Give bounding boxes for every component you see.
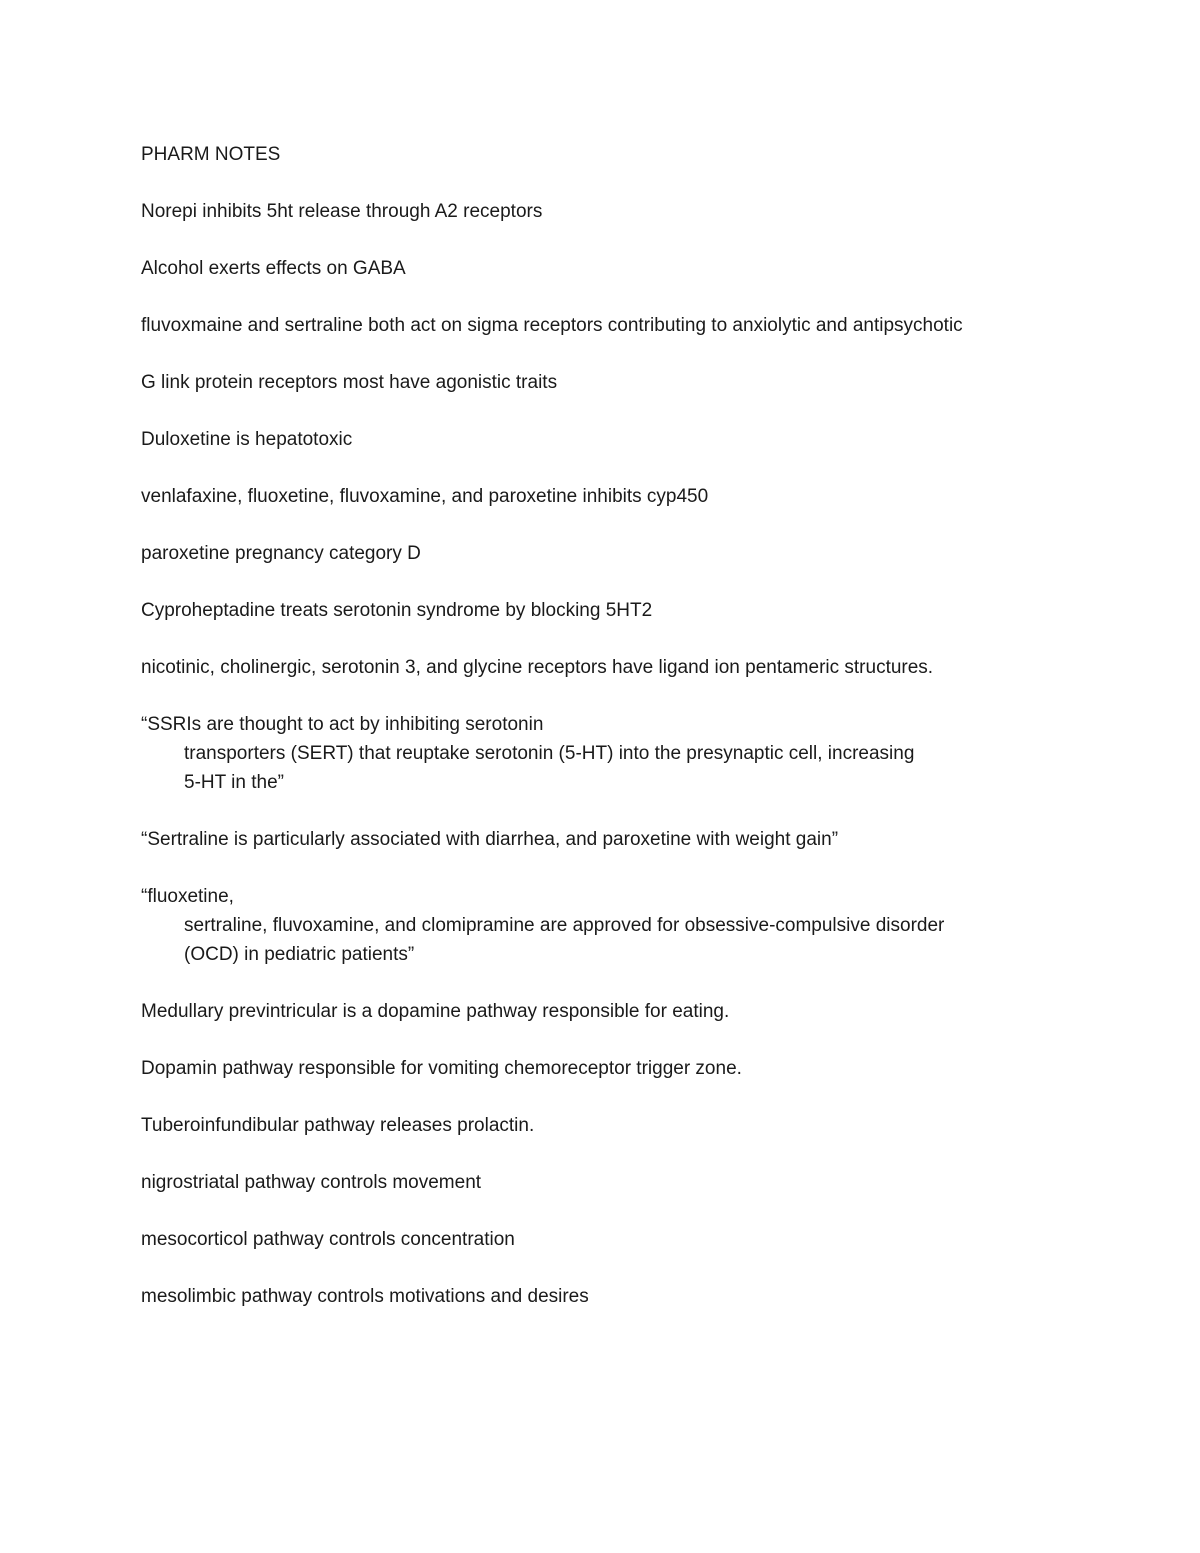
document-body (141, 140, 1101, 1339)
note-paragraph: Alcohol exerts effects on GABA (141, 258, 406, 279)
pathway-note: Medullary previntricular is a dopamine pathway responsible for eating. (141, 1001, 730, 1022)
quote-line-indented: transporters (SERT) that reuptake serotonin (5-HT) into the presynaptic cell, increasing (184, 743, 915, 764)
quote-line: “fluoxetine, (141, 886, 234, 907)
quote-ssri (141, 710, 1101, 797)
pathway-note: nigrostriatal pathway controls movement (141, 1172, 482, 1193)
pathway-note: mesolimbic pathway controls motivations and desires (141, 1286, 589, 1307)
pathway-note: mesocorticol pathway controls concentration (141, 1229, 515, 1250)
note-paragraph: Norepi inhibits 5ht release through A2 receptors (141, 201, 543, 222)
quote-sertraline: “Sertraline is particularly associated with diarrhea, and paroxetine with weight gain” (141, 829, 839, 850)
note-paragraph: venlafaxine, fluoxetine, fluvoxamine, and paroxetine inhibits cyp450 (141, 486, 709, 507)
note-paragraph: Duloxetine is hepatotoxic (141, 429, 353, 450)
pathway-note: Dopamin pathway responsible for vomiting chemoreceptor trigger zone. (141, 1058, 742, 1079)
quote-line-indented: 5-HT in the” (184, 772, 284, 793)
pathway-note: Tuberoinfundibular pathway releases prolactin. (141, 1115, 535, 1136)
quote-line-indented: sertraline, fluvoxamine, and clomipramine are approved for obsessive-compulsive disorder (184, 915, 945, 936)
quote-ocd (141, 882, 1101, 969)
page-title: PHARM NOTES (141, 144, 281, 165)
note-paragraph: fluvoxmaine and sertraline both act on sigma receptors contributing to anxiolytic and antipsychotic (141, 315, 963, 336)
note-paragraph: paroxetine pregnancy category D (141, 543, 421, 564)
quote-line-indented: (OCD) in pediatric patients” (184, 944, 415, 965)
quote-line: “SSRIs are thought to act by inhibiting serotonin (141, 714, 544, 735)
note-paragraph: Cyproheptadine treats serotonin syndrome by blocking 5HT2 (141, 600, 653, 621)
note-paragraph: G link protein receptors most have agonistic traits (141, 372, 558, 393)
note-paragraph: nicotinic, cholinergic, serotonin 3, and glycine receptors have ligand ion pentameric structures. (141, 657, 934, 678)
